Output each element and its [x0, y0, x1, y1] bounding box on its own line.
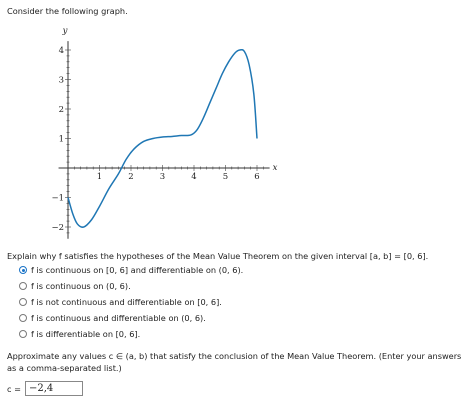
x-tick-label: 2 [128, 172, 134, 182]
choice-label: f is differentiable on [0, 6]. [31, 329, 141, 339]
y-tick-label: 3 [58, 75, 64, 86]
x-tick-label: 6 [254, 172, 260, 182]
radio-button[interactable] [19, 282, 27, 290]
choice-label: f is continuous on [0, 6] and differentiable on (0, 6). [31, 265, 244, 275]
y-tick-label: −1 [51, 193, 64, 204]
choice-2[interactable] [19, 281, 131, 291]
function-curve [68, 50, 260, 227]
y-tick-label: −2 [51, 223, 64, 233]
y-tick-label: 4 [58, 46, 64, 56]
choice-4[interactable] [19, 313, 206, 323]
y-tick-label: 2 [58, 105, 64, 115]
choice-5[interactable] [19, 329, 140, 339]
choice-label: f is continuous on (0, 6). [31, 281, 131, 291]
x-tick-label: 5 [222, 172, 229, 182]
answer-label: c = [7, 383, 21, 394]
choice-label: f is not continuous and differentiable on [0, 6]. [31, 297, 222, 307]
x-tick-label: 1 [96, 172, 103, 182]
y-axis-label: y [62, 26, 68, 36]
choice-label: f is continuous and differentiable on (0, 6). [31, 313, 206, 323]
radio-button[interactable] [19, 330, 27, 338]
answer-row [7, 381, 83, 396]
radio-button[interactable] [19, 266, 27, 274]
choice-1[interactable] [19, 265, 243, 275]
choice-3[interactable] [19, 297, 222, 307]
intro-text: Consider the following graph. [7, 6, 128, 16]
question-text: Explain why f satisfies the hypotheses of the Mean Value Theorem on the given interval [a, b] = [0, 6]. [7, 251, 429, 261]
radio-button[interactable] [19, 314, 27, 322]
x-tick-label: 4 [191, 172, 197, 182]
x-tick-label: 3 [159, 172, 166, 182]
y-tick-label: 1 [58, 134, 64, 145]
function-graph [51, 25, 281, 242]
approximation-prompt: Approximate any values c ∈ (a, b) that satisfy the conclusion of the Mean Value Theorem. (Enter your answers as a comma-separated list.) [7, 351, 462, 373]
answer-input[interactable]: −2,4 [25, 381, 83, 396]
radio-button[interactable] [19, 298, 27, 306]
x-axis-label: x [272, 163, 278, 173]
